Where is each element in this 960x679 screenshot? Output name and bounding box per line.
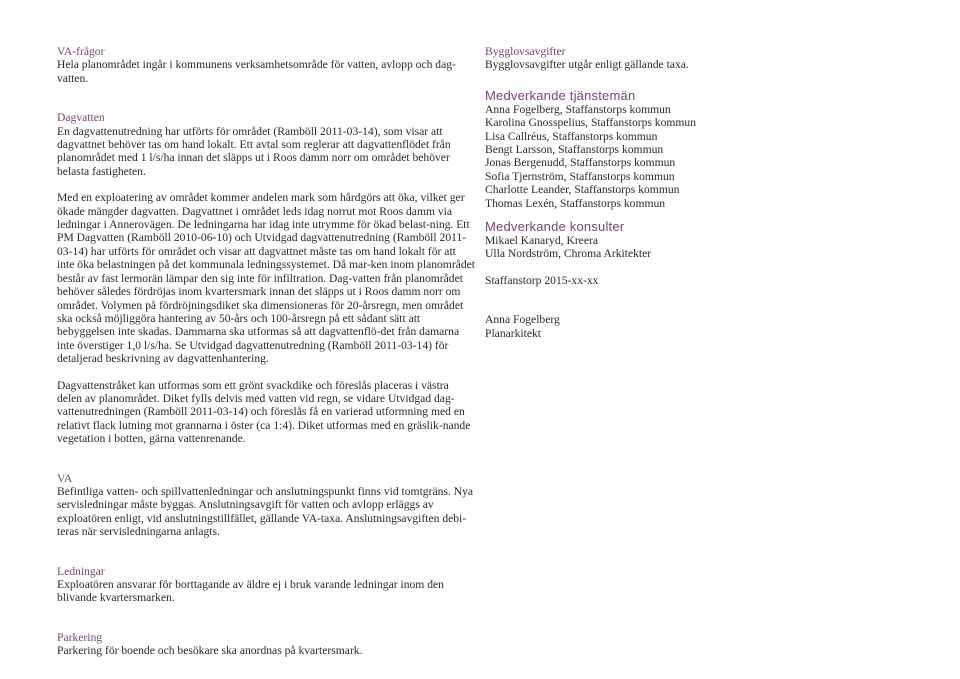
place-date: Staffanstorp 2015-xx-xx: [485, 273, 599, 287]
ledningar-text: Exploatören ansvarar för borttagande av äldre ej i bruk varande ledningar inom den blivande kvartersmarken.: [57, 578, 444, 605]
signatory-name: Anna Fogelberg: [485, 313, 560, 327]
va-fragor-text: Hela planområdet ingår i kommunens verksamhetsområde för vatten, avlopp och dag-vatten.: [57, 58, 456, 85]
section-ledningar: [57, 565, 475, 605]
tjansteman-item: Bengt Larsson, Staffanstorps kommun: [485, 143, 664, 157]
section-title-va-fragor: VA-frågor: [57, 45, 105, 58]
tjansteman-item: Charlotte Leander, Staffanstorps kommun: [485, 183, 680, 197]
section-bygglovsavgifter: [485, 45, 785, 72]
parkering-text: Parkering för boende och besökare ska anordnas på kvartersmark.: [57, 644, 363, 658]
tjansteman-item: Thomas Lexén, Staffanstorps kommun: [485, 196, 666, 210]
tjansteman-item: Anna Fogelberg, Staffanstorps kommun: [485, 102, 671, 116]
section-title-medverkande-konsulter: Medverkande konsulter: [485, 219, 625, 235]
tjansteman-item: Jonas Bergenudd, Staffanstorps kommun: [485, 156, 676, 170]
bygglovsavgifter-text: Bygglovsavgifter utgår enligt gällande taxa.: [485, 58, 689, 72]
section-title-medverkande-tjansteman: Medverkande tjänstemän: [485, 87, 636, 103]
va-text: Befintliga vatten- och spillvattenledningar och anslutningspunkt finns vid tomtgräns. Nya servisledningar måste byggas. Anslutningsavgift för vatten och avlopp erläggs av exploatören enligt, vid anslutningstillfället, gällande VA-taxa. Anslutningsavgiften debi-teras när servisledningarna anlagts.: [57, 484, 474, 539]
section-va-fragor: [57, 45, 475, 85]
tjansteman-item: Sofia Tjernström, Staffanstorps kommun: [485, 169, 675, 183]
dagvatten-paragraph-1: En dagvattenutredning har utförts för området (Ramböll 2011-03-14), som visar att dagvattnet behöver tas om hand lokalt. Ett avtal som reglerar att dagvattenflödet från planområdet med 1 l/s/ha innan det släpps ut i Roos damm norr om området behöver belasta fastigheten.: [57, 124, 451, 178]
section-title-ledningar: Ledningar: [57, 564, 105, 578]
section-title-dagvatten: Dagvatten: [57, 111, 105, 125]
konsult-item: Ulla Nordström, Chroma Arkitekter: [485, 247, 652, 261]
tjansteman-item: Karolina Gnosspelius, Staffanstorps kommun: [485, 116, 697, 130]
section-medverkande-tjansteman: [485, 88, 785, 210]
dagvatten-paragraph-2: Med en exploatering av området kommer andelen mark som hårdgörs att öka, vilket ger ökade mängder dagvatten. Dagvattnet i området leds idag norrut mot Roos damm via ledningar i Annerovägen. De ledningarna har idag inte utrymme för ökad belast-ning. Ett PM Dagvatten (Ramböll 2010-06-10) och Utvidgad dagvattenutredning (Ramböll 2011-03-14) har utförts för området och visar att dagvattnet måste tas om hand lokalt för att inte öka belastningen på det kommunala ledningssystemet. Då mar-ken inom planområdet består av fast lermorän lämpar den sig inte för infiltration. Dag-vatten från planområdet behöver således fördröjas inom kvartersmark innan det släpps ut i Roos damm norr om området. Volymen på fördröjningsdiket ska dimensioneras för 20-årsregn, men området ska också möjliggöra hantering av 50-års och 100-årsregn på ett sådant sätt att bebyggelsen inte skadas. Dammarna ska utformas så att dagvattenflö-det från damarna inte överstiger 1,0 l/s/ha. Se Utvidgad dagvattenutredning (Ramböll 2011-03-14) för detaljerad beskrivning av dagvattenhantering.: [57, 191, 475, 366]
dagvatten-paragraph-3: Dagvattenstråket kan utformas som ett grönt svackdike och föreslås placeras i västra delen av planområdet. Diket fylls delvis med vatten vid regn, se vidare Utvidgad dag-vattenutredningen (Ramböll 2011-03-14) och föreslås få en varierad utformning med en relativt flack lutning mot grannarna i öster (ca 1:4). Diket utformas med en gräslik-nande vegetation i botten, gärna vattenrenande.: [57, 378, 471, 446]
konsult-item: Mikael Kanaryd, Kreera: [485, 234, 598, 248]
right-column: [485, 45, 785, 340]
signatory-role: Planarkitekt: [485, 326, 542, 340]
section-title-parkering: Parkering: [57, 630, 103, 644]
section-dagvatten: [57, 111, 475, 445]
section-va: [57, 472, 475, 539]
section-title-bygglovsavgifter: Bygglovsavgifter: [485, 45, 566, 58]
tjansteman-item: Lisa Callréus, Staffanstorps kommun: [485, 129, 658, 143]
signature-block: [485, 313, 785, 340]
section-title-va: VA: [57, 471, 73, 485]
section-parkering: [57, 631, 475, 658]
section-medverkande-konsulter: [485, 219, 785, 261]
left-column: [57, 45, 475, 658]
